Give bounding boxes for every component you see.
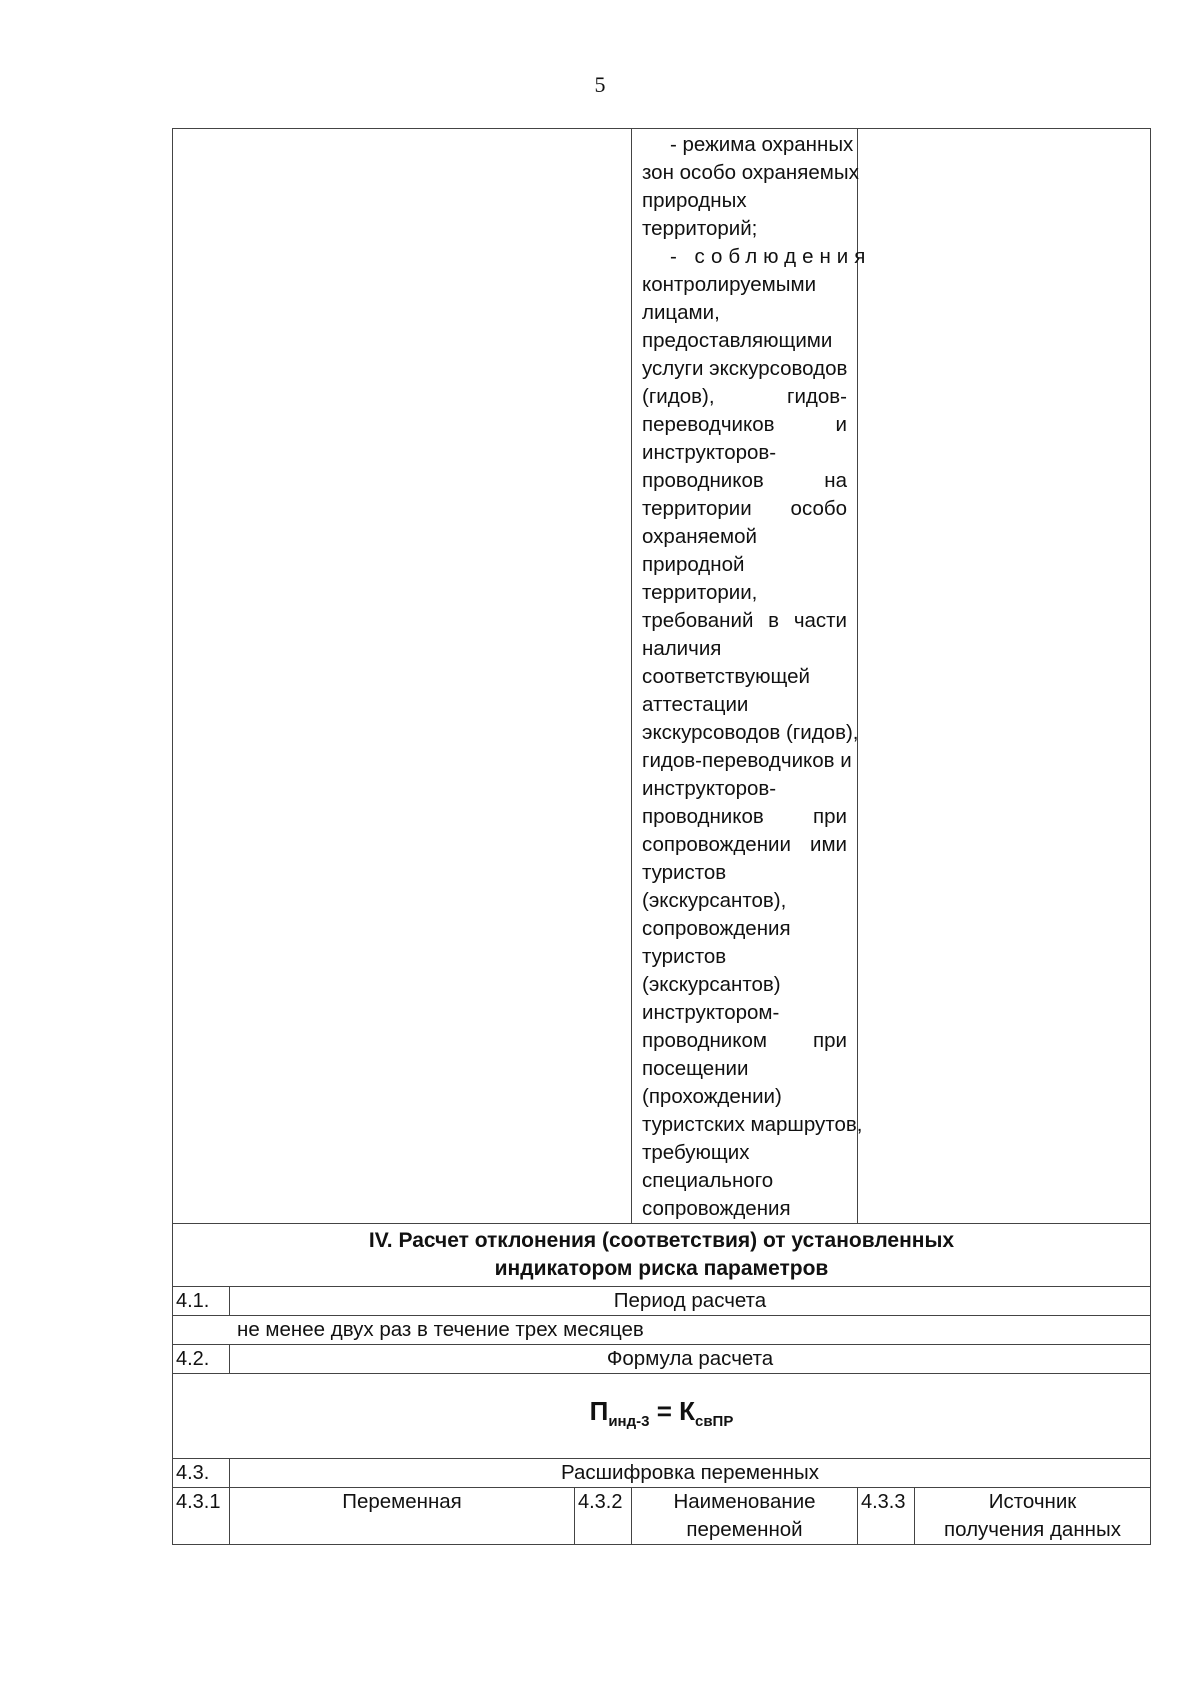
row-number: 4.3. (173, 1459, 230, 1488)
formula-rhs-subscript: свПР (694, 1412, 734, 1430)
empty-right-cell (858, 129, 1151, 1224)
column-variable-name-line1: Наименование (673, 1490, 816, 1513)
formula-rhs: К (679, 1395, 695, 1426)
section-header-row (173, 1224, 1151, 1287)
text-line: зон особо охраняемых (642, 161, 859, 184)
section-title (173, 1224, 1151, 1287)
column-variable-name (632, 1488, 858, 1545)
requirements-text-cell (632, 129, 872, 1224)
text-line: проводников при (642, 805, 847, 828)
text-line: сопровождении ими (642, 833, 847, 856)
period-value: не менее двух раз в течение трех месяцев (173, 1316, 1151, 1345)
text-line: сопровождения (642, 917, 791, 940)
text-line: требований в части (642, 609, 847, 632)
text-line: гидов-переводчиков и (642, 749, 852, 772)
row-number: 4.1. (173, 1287, 230, 1316)
text-line: природных (642, 189, 747, 212)
text-line: сопровождения (642, 1197, 791, 1220)
period-value-row (173, 1316, 1151, 1345)
row-number: 4.2. (173, 1345, 230, 1374)
variables-header-row (173, 1459, 1151, 1488)
text-line: проводником при (642, 1029, 847, 1052)
text-line: инструкторов- (642, 441, 777, 464)
text-line: охраняемой (642, 525, 757, 548)
variables-label: Расшифровка переменных (230, 1459, 1151, 1488)
text-line: услуги экскурсоводов (642, 357, 848, 380)
text-line: проводников на (642, 469, 847, 492)
formula-equals: = (649, 1395, 680, 1426)
text-line: (гидов), гидов- (642, 385, 847, 408)
text-line: контролируемыми (642, 273, 817, 296)
text-line: территории, (642, 581, 758, 604)
text-line: туристов (642, 861, 727, 884)
text-line: требующих (642, 1141, 750, 1164)
column-data-source (915, 1488, 1151, 1545)
variables-columns-row (173, 1488, 1151, 1545)
text-line: территорий; (642, 217, 758, 240)
text-line: инструкторов- (642, 777, 777, 800)
formula (589, 1395, 734, 1430)
text-line: предоставляющими (642, 329, 833, 352)
column-number-2: 4.3.2 (575, 1488, 632, 1545)
formula-row (173, 1374, 1151, 1459)
page-number: 5 (594, 72, 606, 97)
formula-lhs-subscript: инд-3 (608, 1412, 650, 1430)
column-number-3: 4.3.3 (858, 1488, 915, 1545)
column-number-1: 4.3.1 (173, 1488, 230, 1545)
text-line: переводчиков и (642, 413, 847, 436)
section-title-line2: индикатором риска параметров (494, 1257, 829, 1280)
text-line: (экскурсантов), (642, 889, 787, 912)
formula-header-row (173, 1345, 1151, 1374)
text-line: инструктором- (642, 1001, 780, 1024)
formula-cell (173, 1374, 1151, 1459)
period-header-row (173, 1287, 1151, 1316)
indicator-table (172, 128, 1151, 1545)
formula-lhs: П (589, 1395, 609, 1426)
column-variable-name-line2: переменной (686, 1518, 803, 1541)
text-line: - соблюдения (670, 245, 872, 268)
text-line: соответствующей (642, 665, 810, 688)
empty-left-cell (173, 129, 632, 1224)
text-line: посещении (642, 1057, 749, 1080)
column-data-source-line2: получения данных (944, 1518, 1121, 1541)
text-line: территории особо (642, 497, 847, 520)
text-line: - режима охранных (670, 133, 854, 156)
text-line: экскурсоводов (гидов), (642, 721, 859, 744)
continuation-row (173, 129, 1151, 1224)
text-line: туристов (642, 945, 727, 968)
section-title-line1: IV. Расчет отклонения (соответствия) от установленных (368, 1229, 955, 1252)
column-data-source-line1: Источник (988, 1490, 1077, 1513)
period-label: Период расчета (230, 1287, 1151, 1316)
text-line: специального (642, 1169, 774, 1192)
text-line: (прохождении) (642, 1085, 782, 1108)
column-variable: Переменная (230, 1488, 575, 1545)
text-line: лицами, (642, 301, 720, 324)
text-line: наличия (642, 637, 722, 660)
text-line: (экскурсантов) (642, 973, 781, 996)
text-line: туристских маршрутов, (642, 1113, 863, 1136)
text-line: аттестации (642, 693, 749, 716)
formula-label: Формула расчета (230, 1345, 1151, 1374)
text-line: природной (642, 553, 745, 576)
